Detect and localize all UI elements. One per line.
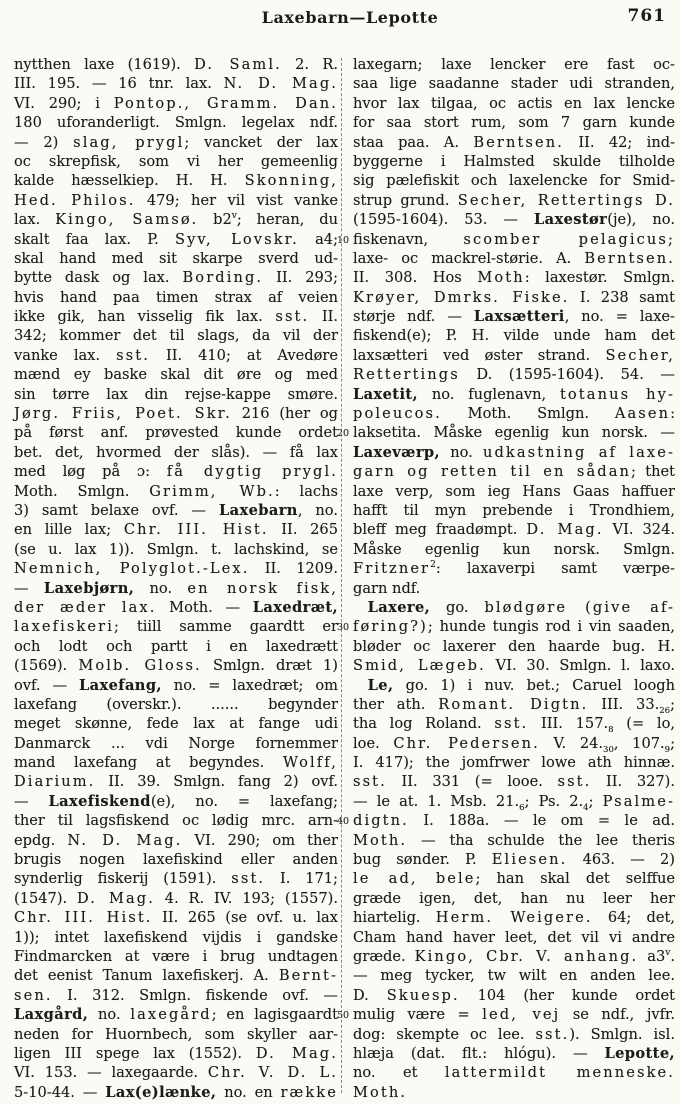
- text-line: skalt faa lax. P. Syv, Lovskr. a4;: [14, 230, 338, 248]
- text-line: Fritzner$^2$: laxaverpi samt værpe-: [353, 560, 675, 578]
- text-line: garn ndf.: [353, 579, 421, 597]
- text-line: Le, go. 1) i nuv. bet.; Caruel loogh: [367, 676, 675, 694]
- page-number: 761: [627, 6, 666, 26]
- text-line: ther ath. Romant. Digtn. III. $33._{26}$;: [353, 695, 675, 716]
- column-right: [337, 55, 676, 1102]
- text-line: — meg tycker, tw wilt en anden lee.: [353, 967, 675, 985]
- text-line: Diarium. II. 39. Smlgn. fang 2) ovf.: [14, 773, 338, 791]
- text-line: garn og retten til en sådan; thet: [353, 463, 676, 481]
- text-line: brugis nogen laxefiskind eller anden: [14, 851, 338, 869]
- text-line: laxe- oc mackrel-størie. A. Berntsen.: [353, 249, 675, 267]
- text-line: sen. I. 312. Smlgn. fiskende ovf. —: [14, 986, 338, 1004]
- text-line: strup grund. Secher, Rettertings D.: [353, 191, 675, 209]
- text-line: kalde hæsselkiep. H. H. Skonning,: [14, 172, 338, 190]
- text-line: på først anf. prøvested kunde ordet: [14, 424, 338, 442]
- text-line: 30 føring?); hunde tungis rod i vin saaden,: [353, 617, 675, 636]
- text-line: sig pælefiskit och laxelencke for Smid-: [353, 172, 675, 190]
- text-line: 40 digtn. I. 188a. — le om = le ad.: [353, 811, 675, 830]
- text-line: en lille lax; Chr. III. Hist. II. 265: [14, 521, 338, 539]
- text-line: Hed. Philos. 479; her vil vist vanke: [14, 191, 338, 209]
- text-line: Chr. III. Hist. II. 265 (se ovf. u. lax: [14, 909, 338, 927]
- text-line: Moth. — tha schulde the lee theris: [353, 831, 675, 849]
- text-line: Nemnich, Polyglot.-Lex. II. 1209.: [14, 560, 338, 578]
- text-line: epdg. N. D. Mag. VI. 290; om ther: [14, 831, 338, 849]
- text-line: bet. det, hvormed der slås). — få lax: [14, 443, 338, 461]
- text-line: bløder oc laxerer den haarde bug. H.: [353, 637, 675, 655]
- text-line: Findmarcken at være i brug undtagen: [14, 947, 338, 965]
- column-divider: [341, 58, 342, 1093]
- text-line: Krøyer, Dmrks. Fiske. I. 238 samt: [353, 288, 675, 306]
- text-line: D. Skuesp. 104 (her kunde ordet: [353, 986, 675, 1004]
- text-line: Laxeværp, no. udkastning af laxe-: [353, 443, 675, 461]
- text-line: synderlig fiskerij (1591). sst. I. 171;: [14, 870, 338, 888]
- text-line: hvis hand paa timen strax af veien: [14, 288, 338, 306]
- text-line: 342; kommer det til slags, da vil der: [14, 327, 338, 345]
- text-line: skal hand med sit skarpe sverd ud-: [14, 249, 338, 267]
- text-line: staa paa. A. Berntsen. II. 42; ind-: [353, 133, 675, 151]
- text-line: II. 308. Hos Moth: laxestør. Smlgn.: [353, 269, 675, 287]
- text-line: nytthen laxe (1619). D. Saml. 2. R.: [14, 56, 338, 73]
- text-line: hvor lax tilgaa, oc actis en lax lencke: [353, 94, 675, 112]
- text-line: græde igen, det, han nu leer her: [353, 889, 675, 907]
- text-line: dog: skempte oc lee. sst.). Smlgn. isl.: [353, 1025, 675, 1043]
- text-line: Jørg. Friis, Poet. Skr. 216 (her og: [14, 405, 338, 423]
- text-line: (1569). Molb. Gloss. Smlgn. dræt 1): [14, 657, 339, 675]
- text-line: (1547). D. Mag. 4. R. IV. 193; (1557).: [14, 889, 338, 907]
- text-line: Smid, Lægeb. VI. 30. Smlgn. l. laxo.: [353, 657, 675, 675]
- text-line: — Laxebjørn, no. en norsk fisk,: [14, 579, 338, 597]
- gutter-line-number: 40: [337, 816, 350, 828]
- text-line: no. et lattermildt menneske.: [353, 1064, 675, 1082]
- text-line: Rettertings D. (1595-1604). 54. —: [353, 366, 675, 384]
- text-line: der æder lax. Moth. — Laxedræt,: [14, 598, 338, 616]
- column-left: [14, 55, 338, 1102]
- text-line: ikke gik, han visselig fik lax. sst. II.: [14, 308, 338, 326]
- text-line: mand laxefang at begyndes. Wolff,: [14, 754, 338, 772]
- text-columns: [14, 55, 675, 1102]
- text-line: le ad, bele; han skal det selffue: [353, 870, 675, 888]
- text-line: størje ndf. — Laxsætteri, no. = laxe-: [353, 308, 675, 326]
- page-body: [14, 55, 675, 1102]
- text-line: VI. 153. — laxegaarde. Chr. V. D. L.: [14, 1064, 338, 1082]
- text-line: det eenist Tanum laxefiskerj. A. Bernt-: [14, 967, 338, 985]
- text-line: lax. Kingo, Samsø. b2$^v$; heran, du: [14, 211, 338, 229]
- text-line: Danmarck ... vdi Norge fornemmer: [14, 734, 338, 752]
- text-line: 1)); intet laxefiskend vijdis i gandske: [14, 928, 338, 946]
- gutter-line-number: 30: [337, 622, 350, 634]
- text-line: laxsætteri ved øster strand. Secher,: [353, 346, 675, 364]
- text-line: oc skrepfisk, som vi her gemeenlig: [14, 152, 338, 170]
- text-line: laxefiskeri; tiill samme gaardtt er: [14, 618, 338, 636]
- text-line: Cham hand haver leet, det vil vi andre: [353, 928, 675, 946]
- text-line: (se u. lax 1)). Smlgn. t. lachskind, se: [14, 540, 338, 558]
- text-line: hiartelig. Herm. Weigere. 64; det,: [353, 909, 676, 927]
- text-line: ovf. — Laxefang, no. = laxedræt; om: [14, 676, 338, 694]
- text-line: Laxetit, no. fuglenavn, totanus hy-: [353, 385, 675, 403]
- text-line: bug sønder. P. Eliesen. 463. — 2): [353, 851, 675, 869]
- page-header-title: Laxebarn—Lepotte: [261, 8, 439, 27]
- text-line: laxe verp, som ieg Hans Gaas haffuer: [353, 482, 675, 500]
- text-line: saa lige saadanne stader udi stranden,: [353, 75, 675, 93]
- text-line: byggerne i Halmsted skulde tilholde: [353, 152, 675, 170]
- text-line: for saa stort rum, som 7 garn kunde: [353, 114, 675, 132]
- text-line: 3) samt belaxe ovf. — Laxebarn, no.: [14, 501, 338, 519]
- text-line: vanke lax. sst. II. 410; at Avedøre: [14, 346, 339, 364]
- text-line: Laxgård, no. laxegård; en lagisgaardt: [14, 1006, 338, 1024]
- text-line: sin tørre lax din rejse-kappe smøre.: [14, 385, 338, 403]
- text-line: ligen III spege lax (1552). D. Mag.: [14, 1044, 338, 1062]
- gutter-line-number: 50: [337, 1010, 350, 1022]
- text-line: mænd ey baske skal dit øre og med: [14, 366, 338, 384]
- text-line: — 2) slag, prygl; vancket der lax: [14, 133, 339, 151]
- text-line: fiskend(e); P. H. vilde unde ham det: [353, 327, 675, 345]
- text-line: hafft til myn prebende i Trondhiem,: [353, 501, 675, 519]
- gutter-line-number: 10: [337, 234, 350, 246]
- text-line: 10 fiskenavn, scomber pelagicus;: [353, 230, 675, 249]
- text-line: III. 195. — 16 tnr. lax. N. D. Mag.: [14, 75, 339, 93]
- text-line: och lodt och partt i en laxedrætt: [14, 637, 338, 655]
- text-line: 180 uforanderligt. Smlgn. legelax ndf.: [14, 114, 338, 132]
- text-line: Moth. Smlgn. Grimm, Wb.: lachs: [14, 482, 338, 500]
- text-line: ther til lagsfiskend oc lødig mrc. arn-: [14, 812, 338, 830]
- text-line: — le at. 1. Msb. $21._6$; Ps. $2._4$; Psalme-: [353, 792, 675, 813]
- text-line: I. 417); the jomfrwer lowe ath hinnæ.: [353, 754, 675, 772]
- gutter-line-number: 20: [337, 428, 350, 440]
- text-line: tha log Roland. sst. III. $157._8$ (= lo,: [353, 715, 675, 736]
- text-line: loe. Chr. Pedersen. V. $24._{30}$, $107._9$;: [353, 734, 675, 755]
- text-line: — Laxefiskend(e), no. = laxefang;: [14, 792, 339, 810]
- text-line: 20 laksetita. Måske egenlig kun norsk. —: [353, 423, 675, 442]
- text-line: 5-10-44. — Lax(e)lænke, no. en række: [14, 1083, 338, 1101]
- text-line: Moth.: [353, 1083, 408, 1101]
- text-line: (1595-1604). 53. — Laxestør(je), no.: [353, 211, 675, 229]
- text-line: laxegarn; laxe lencker ere fast oc-: [353, 56, 675, 73]
- text-line: Laxere, go. blødgøre (give af-: [367, 598, 675, 616]
- text-line: sst. II. 331 (= looe. sst. II. 327).: [353, 773, 676, 791]
- text-line: neden for Huornbech, som skyller aar-: [14, 1025, 338, 1043]
- text-line: meget skønne, fede lax at fange udi: [14, 715, 338, 733]
- text-line: Måske egenlig kun norsk. Smlgn.: [353, 540, 675, 558]
- text-line: bytte dask og lax. Bording. II. 293;: [14, 269, 339, 287]
- text-line: VI. 290; i Pontop., Gramm. Dan.: [14, 94, 338, 112]
- text-line: med løg på ɔ: få dygtig prygl.: [14, 463, 338, 481]
- text-line: bleff meg fraadømpt. D. Mag. VI. 324.: [353, 521, 675, 539]
- text-line: laxefang (overskr.). ...... begynder: [14, 695, 338, 713]
- text-line: hlæja (dat. flt.: hlógu). — Lepotte,: [353, 1044, 675, 1062]
- text-line: græde. Kingo, Cbr. V. anhang. a3$^v$.: [353, 947, 676, 965]
- text-line: poleucos. Moth. Smlgn. Aasen:: [353, 405, 675, 423]
- text-line: 50 mulig være = led, vej se ndf., jvfr.: [353, 1005, 675, 1024]
